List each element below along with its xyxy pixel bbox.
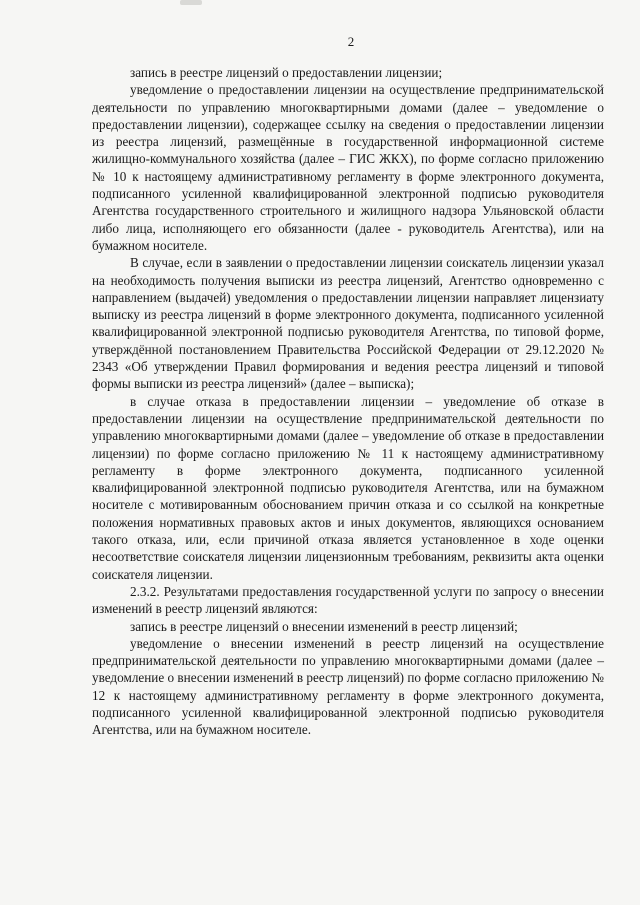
- paragraph-change-record: запись в реестре лицензий о внесении изменений в реестр лицензий;: [130, 618, 518, 634]
- paragraph-change-notice: уведомление о внесении изменений в реестр лицензий на осуществление предпринимательской деятельности по управлению многоквартирными домами (далее – уведомление о внесении изменений в реестр лицензий) по форме согласно приложению № 12 к настоящему административному регламенту в форме электронного документа, подписанного усиленной квалифицированной электронной подписью руководителя Агентства, или на бумажном носителе.: [92, 635, 604, 738]
- scan-artifact: [180, 0, 202, 5]
- paragraph-refusal-notice: в случае отказа в предоставлении лицензии – уведомление об отказе в предоставлении лицензии на осуществление предпринимательской деятельности по управлению многоквартирными домами (далее – уведомление об отказе в предоставлении лицензии) по форме согласно приложению № 11 к настоящему административному регламенту в форме электронного документа, подписанного усиленной квалифицированной электронной подписью руководителя Агентства, или на бумажном носителе с мотивированным обоснованием причин отказа и со ссылкой на конкретные положения нормативных правовых актов и иных документов, являющихся основанием такого отказа, или, если причиной отказа является установленное в ходе оценки несоответствие соискателя лицензии лицензионным требованиям, реквизиты акта оценки соискателя лицензии.: [92, 393, 604, 582]
- paragraph-section-2-3-2: 2.3.2. Результатами предоставления государственной услуги по запросу о внесении изменений в реестр лицензий являются:: [92, 583, 604, 617]
- page-number: 2: [347, 34, 355, 49]
- paragraph-license-notice: уведомление о предоставлении лицензии на осуществление предпринимательской деятельности по управлению многоквартирными домами (далее – уведомление о предоставлении лицензии), содержащее ссылку на сведения о предоставлении лицензии из реестра лицензий, размещённые в государственной информационной системе жилищно-коммунального хозяйства (далее – ГИС ЖКХ), по форме согласно приложению № 10 к настоящему административному регламенту в форме электронного документа, подписанного усиленной квалифицированной электронной подписью руководителя Агентства государственного строительного и жилищного надзора Ульяновской области либо лица, исполняющего его обязанности (далее - руководитель Агентства), или на бумажном носителе.: [92, 82, 604, 253]
- document-body: [92, 64, 604, 739]
- paragraph-registry-extract: В случае, если в заявлении о предоставлении лицензии соискатель лицензии указал на необходимость получения выписки из реестра лицензий, Агентство одновременно с направлением (выдачей) уведомления о предоставлении лицензии направляет лицензиату выписку из реестра лицензий в форме электронного документа, подписанного усиленной квалифицированной электронной подписью руководителя Агентства, по типовой форме, утверждённой постановлением Правительства Российской Федерации от 29.12.2020 № 2343 «Об утверждении Правил формирования и ведения реестра лицензий и типовой формы выписки из реестра лицензий» (далее – выписка);: [92, 255, 604, 392]
- paragraph-license-record: запись в реестре лицензий о предоставлении лицензии;: [130, 65, 443, 80]
